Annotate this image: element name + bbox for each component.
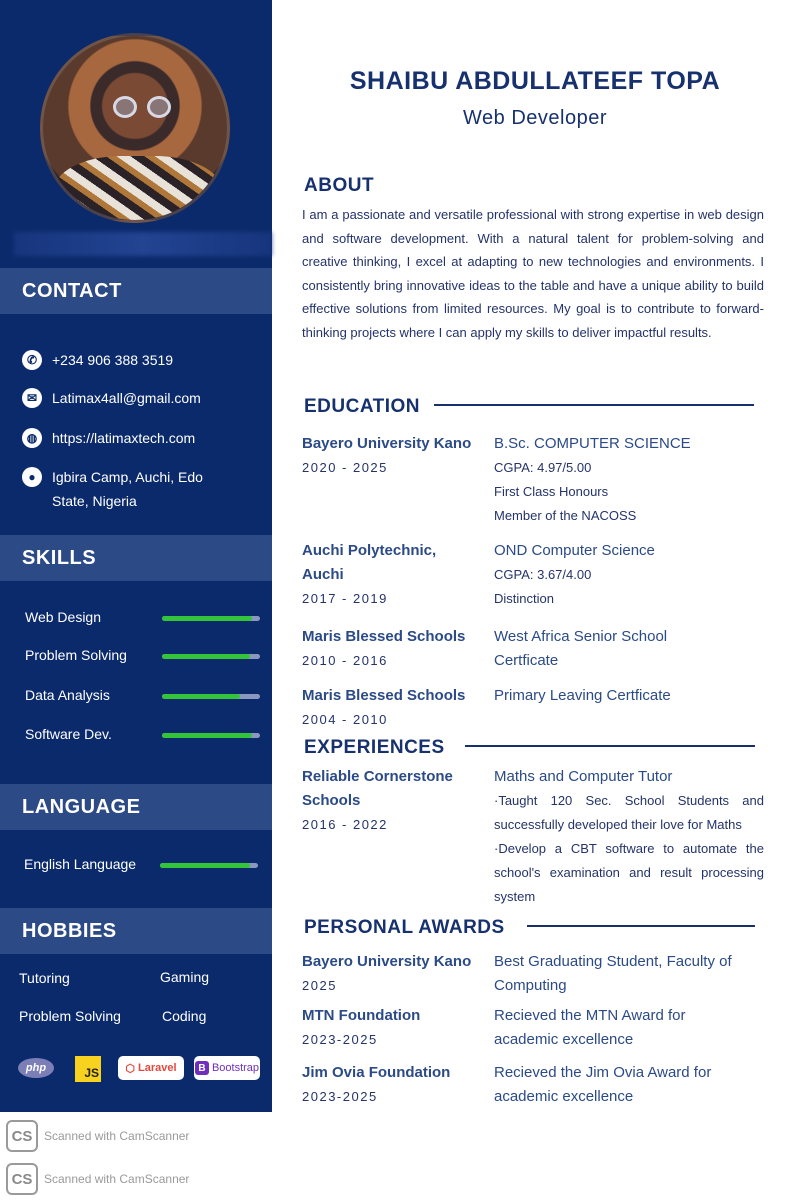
php-logo: php <box>18 1058 54 1078</box>
school-years: 2017 - 2019 <box>302 591 388 606</box>
contact-address <box>22 465 232 513</box>
degree: Primary Leaving Certficate <box>494 687 671 704</box>
contact-heading: CONTACT <box>0 268 272 314</box>
mail-icon: ✉ <box>22 388 42 408</box>
hobby-item: Tutoring <box>19 970 70 986</box>
camscanner-text: Scanned with CamScanner <box>44 1129 190 1143</box>
blurred-strip <box>14 232 272 256</box>
skills-heading: SKILLS <box>0 535 272 581</box>
contact-phone[interactable] <box>22 348 232 372</box>
camscanner-watermark <box>6 1120 306 1152</box>
laravel-text: Laravel <box>138 1062 177 1074</box>
education-heading: EDUCATION <box>304 396 421 417</box>
skill-row <box>25 609 261 625</box>
detail-line: CGPA: 3.67/4.00 <box>494 567 592 582</box>
location-pin-icon: ● <box>22 467 42 487</box>
degree: B.Sc. COMPUTER SCIENCE <box>494 435 691 452</box>
experiences-rule <box>465 745 755 747</box>
award-title: Best Graduating Student, Faculty of Computing <box>494 953 732 994</box>
degree: West Africa Senior School Certficate <box>494 628 668 669</box>
hobby-item: Gaming <box>160 969 210 985</box>
globe-icon: ◍ <box>22 428 42 448</box>
school-name: Maris Blessed Schools <box>302 687 466 704</box>
experience-bullet: ·Taught 120 Sec. School Students and successfully developed their love for Maths <box>494 793 764 832</box>
award-detail <box>494 1061 744 1109</box>
school-years: 2020 - 2025 <box>302 460 388 475</box>
laravel-icon: ⬡ <box>125 1062 136 1075</box>
award-year: 2023-2025 <box>302 1089 378 1104</box>
experience-years: 2016 - 2022 <box>302 817 388 832</box>
education-entry <box>302 432 482 480</box>
school-name: Bayero University Kano <box>302 435 472 452</box>
award-year: 2023-2025 <box>302 1032 378 1047</box>
language-bar-fill <box>160 863 250 868</box>
bootstrap-icon: B <box>195 1061 209 1075</box>
education-detail <box>494 625 694 673</box>
camscanner-logo: CS <box>6 1163 38 1195</box>
skill-label: Web Design <box>25 609 102 625</box>
skill-label: Software Dev. <box>25 726 112 742</box>
skill-bar <box>162 654 260 659</box>
award-detail <box>494 950 764 998</box>
camscanner-logo: CS <box>6 1120 38 1152</box>
school-name: Auchi Polytechnic, Auchi <box>302 542 437 583</box>
school-name: Maris Blessed Schools <box>302 628 466 645</box>
education-entry <box>302 684 482 732</box>
about-heading: ABOUT <box>304 175 375 196</box>
about-text: I am a passionate and versatile professional with strong expertise in web design and software development. With a natural talent for problem-solving and creative thinking, I excel at adapting to new technologies and environments. I consistently bring innovative ideas to the table and have a unique ability to build effective solutions from limited resources. My goal is to contribute to forward-thinking projects where I can apply my skills to deliver impactful results. <box>302 207 764 340</box>
award-entry <box>302 1061 482 1109</box>
candidate-name: SHAIBU ABDULLATEEF TOPA <box>349 67 721 95</box>
awards-rule <box>527 925 755 927</box>
skill-row <box>25 726 261 742</box>
experiences-heading: EXPERIENCES <box>304 737 445 758</box>
awards-heading: PERSONAL AWARDS <box>304 917 505 938</box>
language-bar <box>160 863 258 868</box>
award-organization: Jim Ovia Foundation <box>302 1064 451 1081</box>
website-text: https://latimaxtech.com <box>52 430 196 446</box>
skill-row <box>25 687 261 703</box>
camscanner-text: Scanned with CamScanner <box>44 1172 190 1186</box>
award-entry <box>302 950 482 998</box>
sidebar <box>0 0 272 1112</box>
hobbies-heading: HOBBIES <box>0 908 272 954</box>
skill-label: Data Analysis <box>25 687 110 703</box>
detail-line: First Class Honours <box>494 484 609 499</box>
skill-bar-fill <box>162 616 252 621</box>
school-years: 2004 - 2010 <box>302 712 388 727</box>
education-detail <box>494 684 764 708</box>
detail-line: CGPA: 4.97/5.00 <box>494 460 592 475</box>
photo-glasses <box>113 96 171 118</box>
skill-bar <box>162 694 260 699</box>
hobby-item: Coding <box>162 1008 207 1024</box>
hobby-item: Problem Solving <box>19 1008 121 1024</box>
candidate-role: Web Developer <box>463 107 607 129</box>
education-entry <box>302 539 452 611</box>
contact-website[interactable] <box>22 426 232 450</box>
phone-icon: ✆ <box>22 350 42 370</box>
school-years: 2010 - 2016 <box>302 653 388 668</box>
skill-bar <box>162 616 260 621</box>
award-year: 2025 <box>302 978 337 993</box>
address-text: Igbira Camp, Auchi, Edo State, Nigeria <box>52 469 203 509</box>
experience-detail <box>494 765 764 909</box>
detail-line: Member of the NACOSS <box>494 508 637 523</box>
phone-text: +234 906 388 3519 <box>52 352 174 368</box>
experience-entry <box>302 765 477 837</box>
language-label: English Language <box>24 856 137 872</box>
detail-line: Distinction <box>494 591 554 606</box>
award-organization: MTN Foundation <box>302 1007 421 1024</box>
bootstrap-logo <box>194 1056 260 1080</box>
organization-name: Reliable Cornerstone Schools <box>302 768 453 809</box>
award-title: Recieved the MTN Award for academic excellence <box>494 1007 686 1048</box>
skill-bar <box>162 733 260 738</box>
skill-bar-fill <box>162 733 252 738</box>
camscanner-watermark <box>6 1163 306 1195</box>
education-entry <box>302 625 482 673</box>
bootstrap-text: Bootstrap <box>211 1062 260 1074</box>
photo-shirt <box>53 156 223 223</box>
degree: OND Computer Science <box>494 542 655 559</box>
skill-label: Problem Solving <box>25 647 127 663</box>
contact-email[interactable] <box>22 386 232 410</box>
position-title: Maths and Computer Tutor <box>494 768 673 785</box>
education-detail <box>494 432 764 528</box>
experience-bullet: ·Develop a CBT software to automate the school's examination and result processing system <box>494 841 764 904</box>
email-text: Latimax4all@gmail.com <box>52 390 201 406</box>
language-row <box>24 856 260 872</box>
education-detail <box>494 539 764 611</box>
laravel-logo <box>118 1056 184 1080</box>
education-rule <box>434 404 754 406</box>
language-heading: LANGUAGE <box>0 784 272 830</box>
profile-photo <box>40 33 230 223</box>
skill-bar-fill <box>162 694 240 699</box>
skill-row <box>25 647 261 663</box>
javascript-logo: JS <box>75 1056 101 1082</box>
award-organization: Bayero University Kano <box>302 953 472 970</box>
skill-bar-fill <box>162 654 250 659</box>
award-detail <box>494 1004 734 1052</box>
award-title: Recieved the Jim Ovia Award for academic excellence <box>494 1064 712 1105</box>
award-entry <box>302 1004 482 1052</box>
